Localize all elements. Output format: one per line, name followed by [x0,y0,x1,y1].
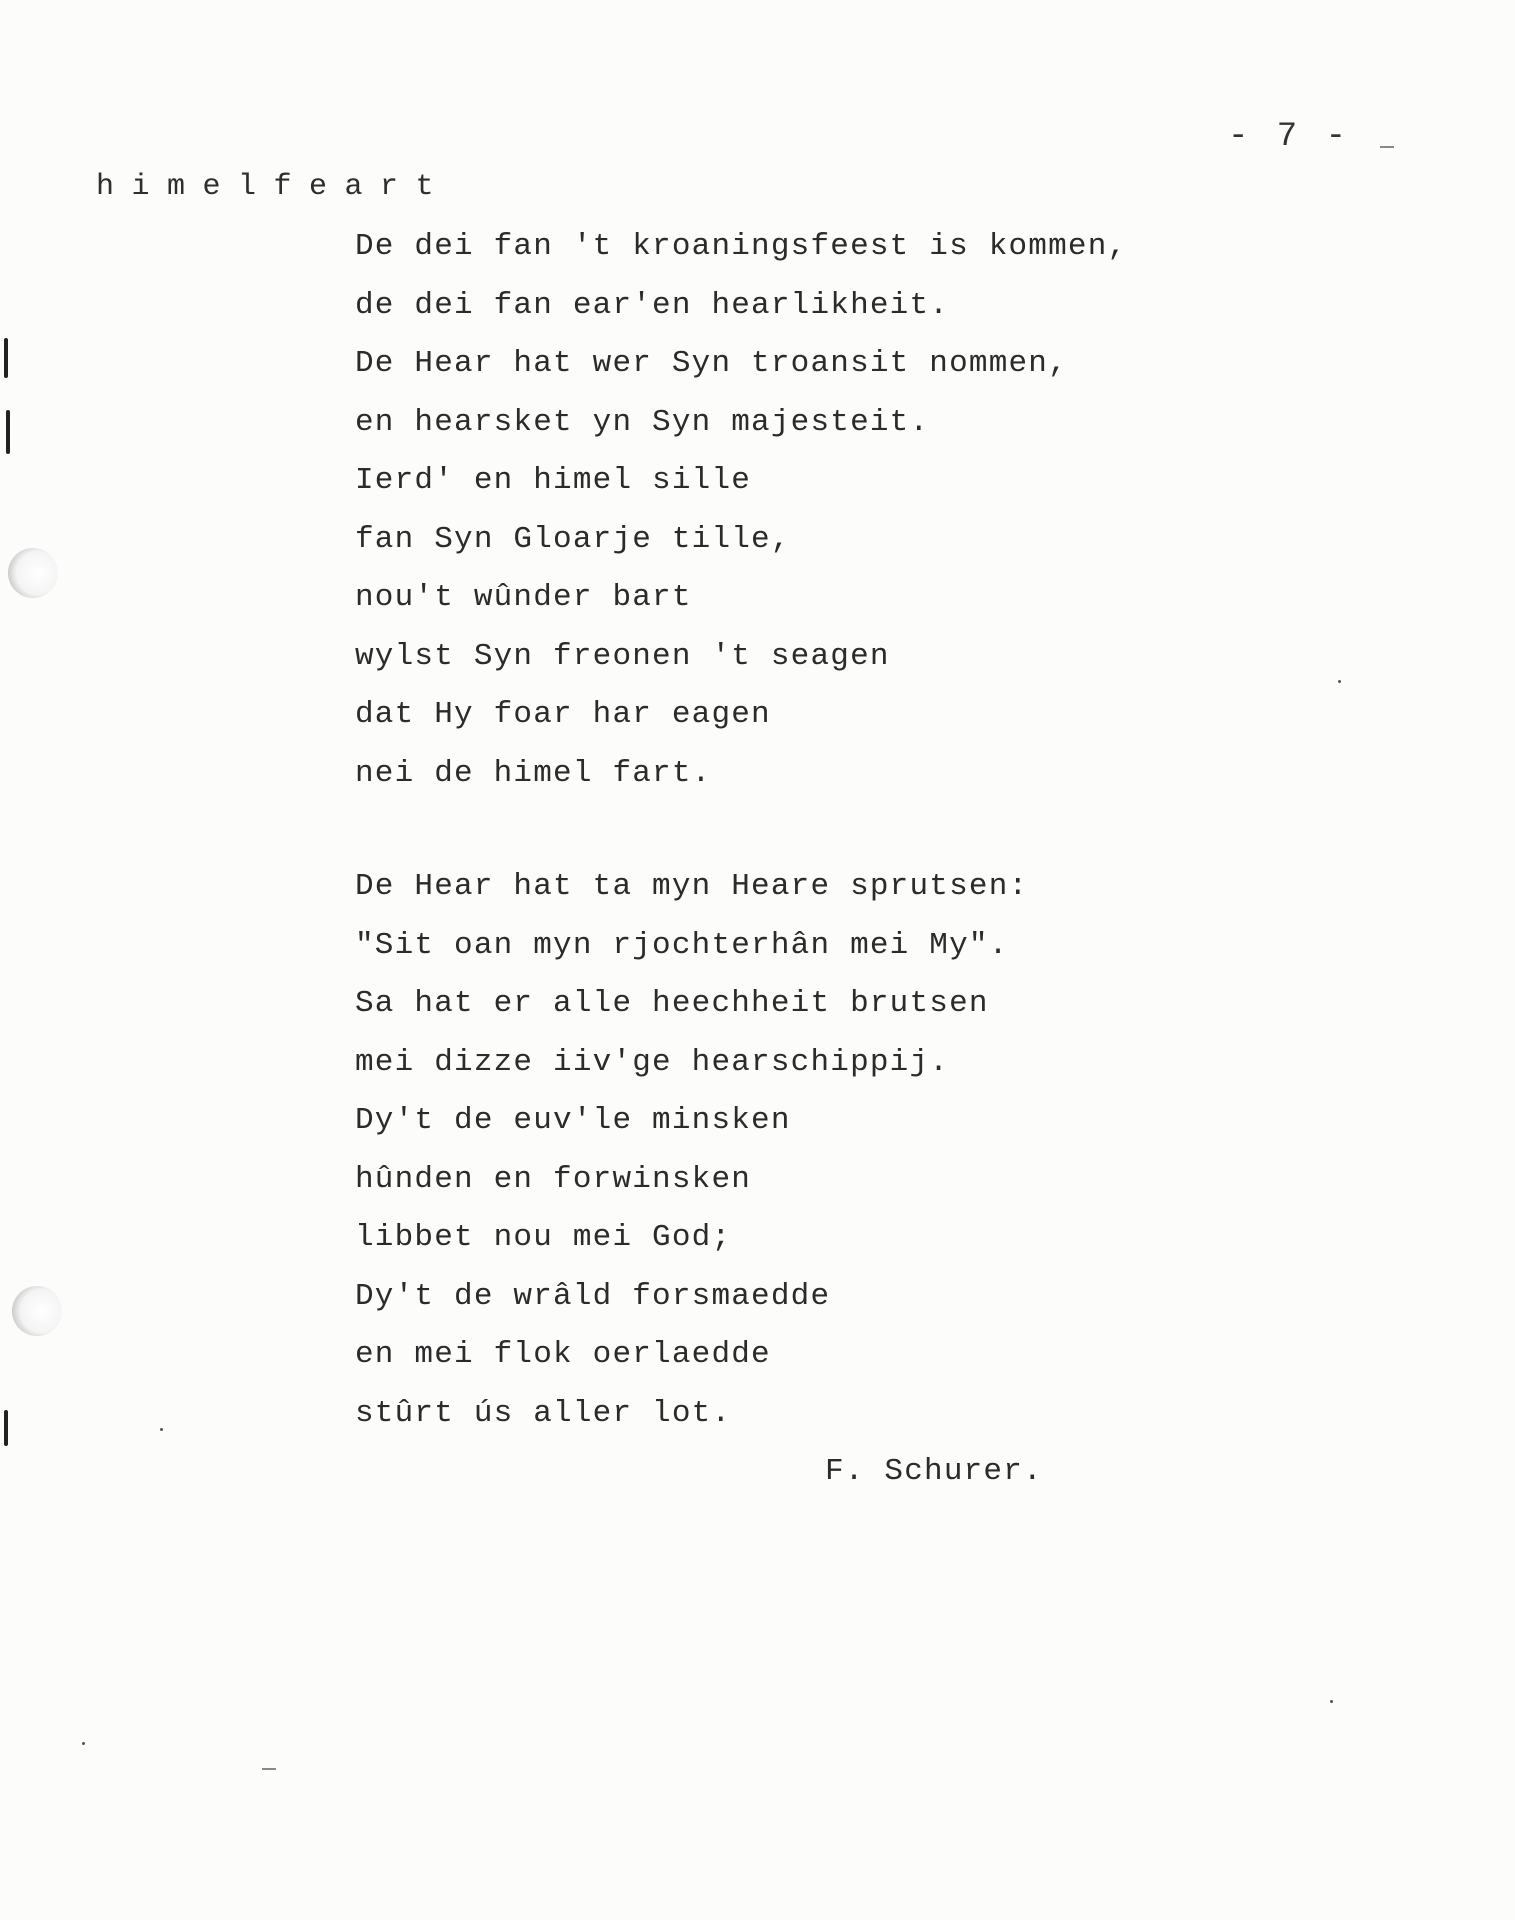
poem-line: Dy't de wrâld forsmaedde [355,1278,831,1314]
page-edge-mark [4,1410,8,1446]
paper-speck [1330,1700,1333,1703]
paper-speck [1338,680,1341,683]
poem-line: Ierd' en himel sille [355,463,752,498]
binder-hole [12,1286,62,1336]
poem-line: en mei flok oerlaedde [355,1337,771,1372]
poem-line: Sa hat er alle heechheit brutsen [355,986,989,1021]
poem-line: dat Hy foar har eagen [355,697,771,732]
poem-line: en hearsket yn Syn majesteit. [355,404,930,440]
poem-line: "Sit oan myn rjochterhân mei My". [355,927,1009,963]
poem-line: libbet nou mei God; [355,1220,732,1255]
poem-line: stûrt ús aller lot. [355,1395,732,1431]
author-signature: F. Schurer. [825,1454,1043,1489]
poem-line: nou't wûnder bart [355,580,692,615]
poem-line: De Hear hat ta myn Heare sprutsen: [355,869,1029,904]
poem-line: mei dizze iiv'ge hearschippij. [355,1044,950,1080]
poem-title: himelfeart [96,170,452,204]
paper-speck [82,1742,85,1745]
binder-hole [8,548,58,598]
page-edge-mark [4,338,8,378]
page-edge-mark [6,410,10,454]
paper-speck [160,1428,163,1431]
poem-line: De dei fan 't kroaningsfeest is kommen, [355,229,1128,264]
page-number: - 7 - [1228,118,1351,156]
poem-line: De Hear hat wer Syn troansit nommen, [355,346,1068,381]
poem-line: hûnden en forwinsken [355,1161,752,1197]
poem-line: wylst Syn freonen 't seagen [355,638,890,674]
paper-mark [1380,146,1394,148]
stanza-1 [355,224,1127,809]
poem-line: Dy't de euv'le minsken [355,1103,791,1138]
poem-line: nei de himel fart. [355,755,712,791]
paper-mark [262,1768,276,1770]
poem-line: fan Syn Gloarje tille, [355,521,791,557]
poem-line: de dei fan ear'en hearlikheit. [355,287,950,323]
stanza-2 [355,864,1028,1449]
